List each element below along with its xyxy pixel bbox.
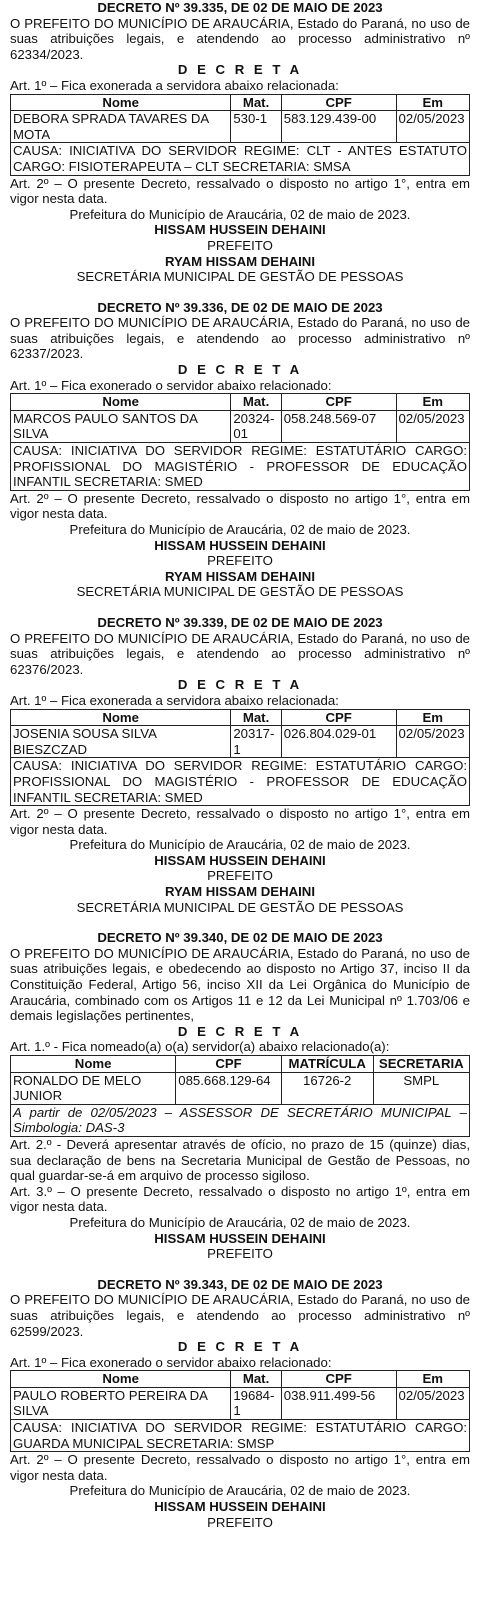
place-date: Prefeitura do Município de Araucária, 02 de maio de 2023. bbox=[69, 522, 411, 537]
signer-mayor: HISSAM HUSSEIN DEHAINI bbox=[154, 222, 326, 238]
signer-mayor: HISSAM HUSSEIN DEHAINI bbox=[154, 852, 326, 868]
decree-39336 bbox=[10, 300, 470, 600]
decree-intro: O PREFEITO DO MUNICÍPIO DE ARAUCÁRIA, Estado do Paraná, no uso de suas atribuições legais, e atendendo ao processo administrativo nº 62376/2023. bbox=[10, 630, 470, 677]
table-header: Nome bbox=[11, 94, 231, 111]
article-1: Art. 1º – Fica exonerada a servidora abaixo relacionada: bbox=[10, 77, 339, 93]
cell-mat: 20317-1 bbox=[231, 726, 281, 758]
table-header-row bbox=[11, 394, 470, 411]
role-secretary: SECRETÁRIA MUNICIPAL DE GESTÃO DE PESSOAS bbox=[76, 269, 404, 285]
table-header: CPF bbox=[281, 1371, 396, 1388]
decreta-heading: D E C R E T A bbox=[177, 1023, 303, 1039]
causa-box: CAUSA: INICIATIVA DO SERVIDOR REGIME: ESTATUTÁRIO CARGO: PROFISSIONAL DO MAGISTÉRIO - PROFESSOR DE EDUCAÇÃO INFANTIL SECRETARIA: SMED bbox=[10, 443, 470, 491]
article-3: Art. 3.º – O presente Decreto, ressalvado o disposto no artigo 1º, entra em vigor nesta data. bbox=[10, 1183, 470, 1215]
cell-date: 02/05/2023 bbox=[396, 111, 469, 143]
decreta-heading: D E C R E T A bbox=[177, 62, 303, 78]
article-1: Art. 1.º - Fica nomeado(a) o(a) servidor(a) abaixo relacionado(a): bbox=[10, 1039, 390, 1055]
table-row bbox=[11, 410, 470, 442]
role-mayor: PREFEITO bbox=[207, 1246, 273, 1262]
decree-intro: O PREFEITO DO MUNICÍPIO DE ARAUCÁRIA, Estado do Paraná, no uso de suas atribuições legais, e obedecendo ao disposto no Artigo 37, inciso II da Constituição Federal, Artigo 56, inciso XII da Lei Orgânica do Município de Araucária, combinado com os Artigos 11 e 12 da Lei Municipal nº 1.703/06 e demais legislações pertinentes, bbox=[10, 945, 470, 1024]
cell-date: 02/05/2023 bbox=[396, 1387, 469, 1419]
signer-secretary: RYAM HISSAM DEHAINI bbox=[165, 568, 315, 584]
table-header-row bbox=[11, 709, 470, 726]
servant-table bbox=[10, 94, 470, 144]
cell-mat: 530-1 bbox=[231, 111, 281, 143]
cell-name: RONALDO DE MELO JUNIOR bbox=[11, 1072, 176, 1104]
cell-mat: 19684-1 bbox=[231, 1387, 281, 1419]
role-mayor: PREFEITO bbox=[207, 1514, 273, 1530]
place-date: Prefeitura do Município de Araucária, 02 de maio de 2023. bbox=[69, 1483, 411, 1499]
table-header: CPF bbox=[281, 709, 396, 726]
article-1: Art. 1º – Fica exonerado o servidor abaixo relacionado: bbox=[10, 1354, 332, 1370]
table-row bbox=[11, 1072, 470, 1104]
table-header: Mat. bbox=[231, 709, 281, 726]
table-header: SECRETARIA bbox=[373, 1056, 469, 1073]
article-1: Art. 1º – Fica exonerada a servidora abaixo relacionada: bbox=[10, 692, 339, 708]
table-row bbox=[11, 111, 470, 143]
table-header: Mat. bbox=[231, 94, 281, 111]
decree-39339 bbox=[10, 615, 470, 915]
table-header: Nome bbox=[11, 709, 231, 726]
cell-name: PAULO ROBERTO PEREIRA DA SILVA bbox=[11, 1387, 231, 1419]
table-header-row bbox=[11, 94, 470, 111]
cell-name: MARCOS PAULO SANTOS DA SILVA bbox=[11, 410, 231, 442]
article-2: Art. 2.º - Deverá apresentar através de ofício, no prazo de 15 (quinze) dias, sua declaração de bens na Secretaria Municipal de Gestão de Pessoas, no qual guardar-se-á em arquivo de processo sigiloso. bbox=[10, 1136, 470, 1184]
cell-cpf: 583.129.439-00 bbox=[281, 111, 396, 143]
cell-mat: 20324-01 bbox=[231, 410, 281, 442]
signer-mayor: HISSAM HUSSEIN DEHAINI bbox=[154, 1230, 326, 1246]
cell-date: 02/05/2023 bbox=[396, 410, 469, 442]
appointment-note: A partir de 02/05/2023 – ASSESSOR DE SECRETÁRIO MUNICIPAL – Simbologia: DAS-3 bbox=[10, 1105, 470, 1137]
table-header: Em bbox=[396, 94, 469, 111]
signer-mayor: HISSAM HUSSEIN DEHAINI bbox=[154, 537, 326, 553]
table-header: Em bbox=[396, 709, 469, 726]
table-header: CPF bbox=[281, 94, 396, 111]
decree-intro: O PREFEITO DO MUNICÍPIO DE ARAUCÁRIA, Estado do Paraná, no uso de suas atribuições legais, e atendendo ao processo administrativo nº 62337/2023. bbox=[10, 315, 470, 362]
table-header: CPF bbox=[176, 1056, 282, 1073]
role-mayor: PREFEITO bbox=[207, 868, 273, 884]
appointment-table bbox=[10, 1055, 470, 1105]
role-secretary: SECRETÁRIA MUNICIPAL DE GESTÃO DE PESSOAS bbox=[76, 584, 404, 600]
decree-39343 bbox=[10, 1277, 470, 1531]
table-header-row bbox=[11, 1371, 470, 1388]
decree-title: DECRETO Nº 39.336, DE 02 DE MAIO DE 2023 bbox=[97, 299, 383, 315]
causa-box: CAUSA: INICIATIVA DO SERVIDOR REGIME: CLT - ANTES ESTATUTO CARGO: FISIOTERAPEUTA – CLT SECRETARIA: SMSA bbox=[10, 143, 470, 175]
cell-name: DEBORA SPRADA TAVARES DA MOTA bbox=[11, 111, 231, 143]
table-header: Mat. bbox=[231, 394, 281, 411]
decree-39335 bbox=[10, 0, 470, 285]
place-date: Prefeitura do Município de Araucária, 02 de maio de 2023. bbox=[69, 206, 411, 222]
decreta-heading: D E C R E T A bbox=[177, 677, 303, 693]
article-2: Art. 2º – O presente Decreto, ressalvado o disposto no artigo 1°, entra em vigor nesta data. bbox=[10, 175, 470, 207]
table-header: Em bbox=[396, 1371, 469, 1388]
decree-title: DECRETO Nº 39.343, DE 02 DE MAIO DE 2023 bbox=[97, 1276, 383, 1292]
decreta-heading: D E C R E T A bbox=[177, 1339, 303, 1355]
signer-mayor: HISSAM HUSSEIN DEHAINI bbox=[154, 1499, 326, 1515]
role-secretary: SECRETÁRIA MUNICIPAL DE GESTÃO DE PESSOAS bbox=[76, 899, 404, 915]
place-date: Prefeitura do Município de Araucária, 02 de maio de 2023. bbox=[69, 837, 411, 853]
role-mayor: PREFEITO bbox=[207, 553, 273, 569]
role-mayor: PREFEITO bbox=[207, 237, 273, 253]
table-row bbox=[11, 1387, 470, 1419]
table-header: Mat. bbox=[231, 1371, 281, 1388]
signer-secretary: RYAM HISSAM DEHAINI bbox=[165, 884, 315, 900]
table-header: Nome bbox=[11, 1371, 231, 1388]
decree-intro: O PREFEITO DO MUNICÍPIO DE ARAUCÁRIA, Estado do Paraná, no uso de suas atribuições legais, e atendendo ao processo administrativo nº 62599/2023. bbox=[10, 1292, 470, 1339]
table-header: CPF bbox=[281, 394, 396, 411]
cell-matricula: 16726-2 bbox=[281, 1072, 373, 1104]
table-header: Nome bbox=[11, 1056, 176, 1073]
article-2: Art. 2º – O presente Decreto, ressalvado o disposto no artigo 1°, entra em vigor nesta data. bbox=[10, 806, 470, 837]
decree-intro: O PREFEITO DO MUNICÍPIO DE ARAUCÁRIA, Estado do Paraná, no uso de suas atribuições legais, e atendendo ao processo administrativo nº 62334/2023. bbox=[10, 15, 470, 62]
cell-date: 02/05/2023 bbox=[396, 726, 469, 758]
decree-title: DECRETO Nº 39.340, DE 02 DE MAIO DE 2023 bbox=[97, 930, 383, 946]
decree-title: DECRETO Nº 39.335, DE 02 DE MAIO DE 2023 bbox=[97, 0, 383, 15]
servant-table bbox=[10, 393, 470, 443]
decree-title: DECRETO Nº 39.339, DE 02 DE MAIO DE 2023 bbox=[97, 614, 383, 630]
cell-cpf: 085.668.129-64 bbox=[176, 1072, 282, 1104]
cell-name: JOSENIA SOUSA SILVA BIESZCZAD bbox=[11, 726, 231, 758]
cell-cpf: 058.248.569-07 bbox=[281, 410, 396, 442]
cell-cpf: 026.804.029-01 bbox=[281, 726, 396, 758]
decree-39340 bbox=[10, 930, 470, 1261]
cell-cpf: 038.911.499-56 bbox=[281, 1387, 396, 1419]
table-row bbox=[11, 726, 470, 758]
causa-box: CAUSA: INICIATIVA DO SERVIDOR REGIME: ESTATUTÁRIO CARGO: PROFISSIONAL DO MAGISTÉRIO - PROFESSOR DE EDUCAÇÃO INFANTIL SECRETARIA: SMED bbox=[10, 758, 470, 806]
cell-secretaria: SMPL bbox=[373, 1072, 469, 1104]
table-header-row bbox=[11, 1056, 470, 1073]
signer-secretary: RYAM HISSAM DEHAINI bbox=[165, 253, 315, 269]
article-1: Art. 1º – Fica exonerado o servidor abaixo relacionado: bbox=[10, 377, 332, 393]
table-header: Em bbox=[396, 394, 469, 411]
servant-table bbox=[10, 709, 470, 759]
article-2: Art. 2º – O presente Decreto, ressalvado o disposto no artigo 1°, entra em vigor nesta data. bbox=[10, 1452, 470, 1483]
table-header: MATRÍCULA bbox=[281, 1056, 373, 1073]
decreta-heading: D E C R E T A bbox=[177, 362, 303, 378]
servant-table bbox=[10, 1370, 470, 1420]
table-header: Nome bbox=[11, 394, 231, 411]
place-date: Prefeitura do Município de Araucária, 02 de maio de 2023. bbox=[69, 1214, 411, 1230]
causa-box: CAUSA: INICIATIVA DO SERVIDOR REGIME: ESTATUTÁRIO CARGO: GUARDA MUNICIPAL SECRETARIA: SMSP bbox=[10, 1420, 470, 1452]
article-2: Art. 2º – O presente Decreto, ressalvado o disposto no artigo 1°, entra em vigor nesta data. bbox=[10, 490, 470, 522]
